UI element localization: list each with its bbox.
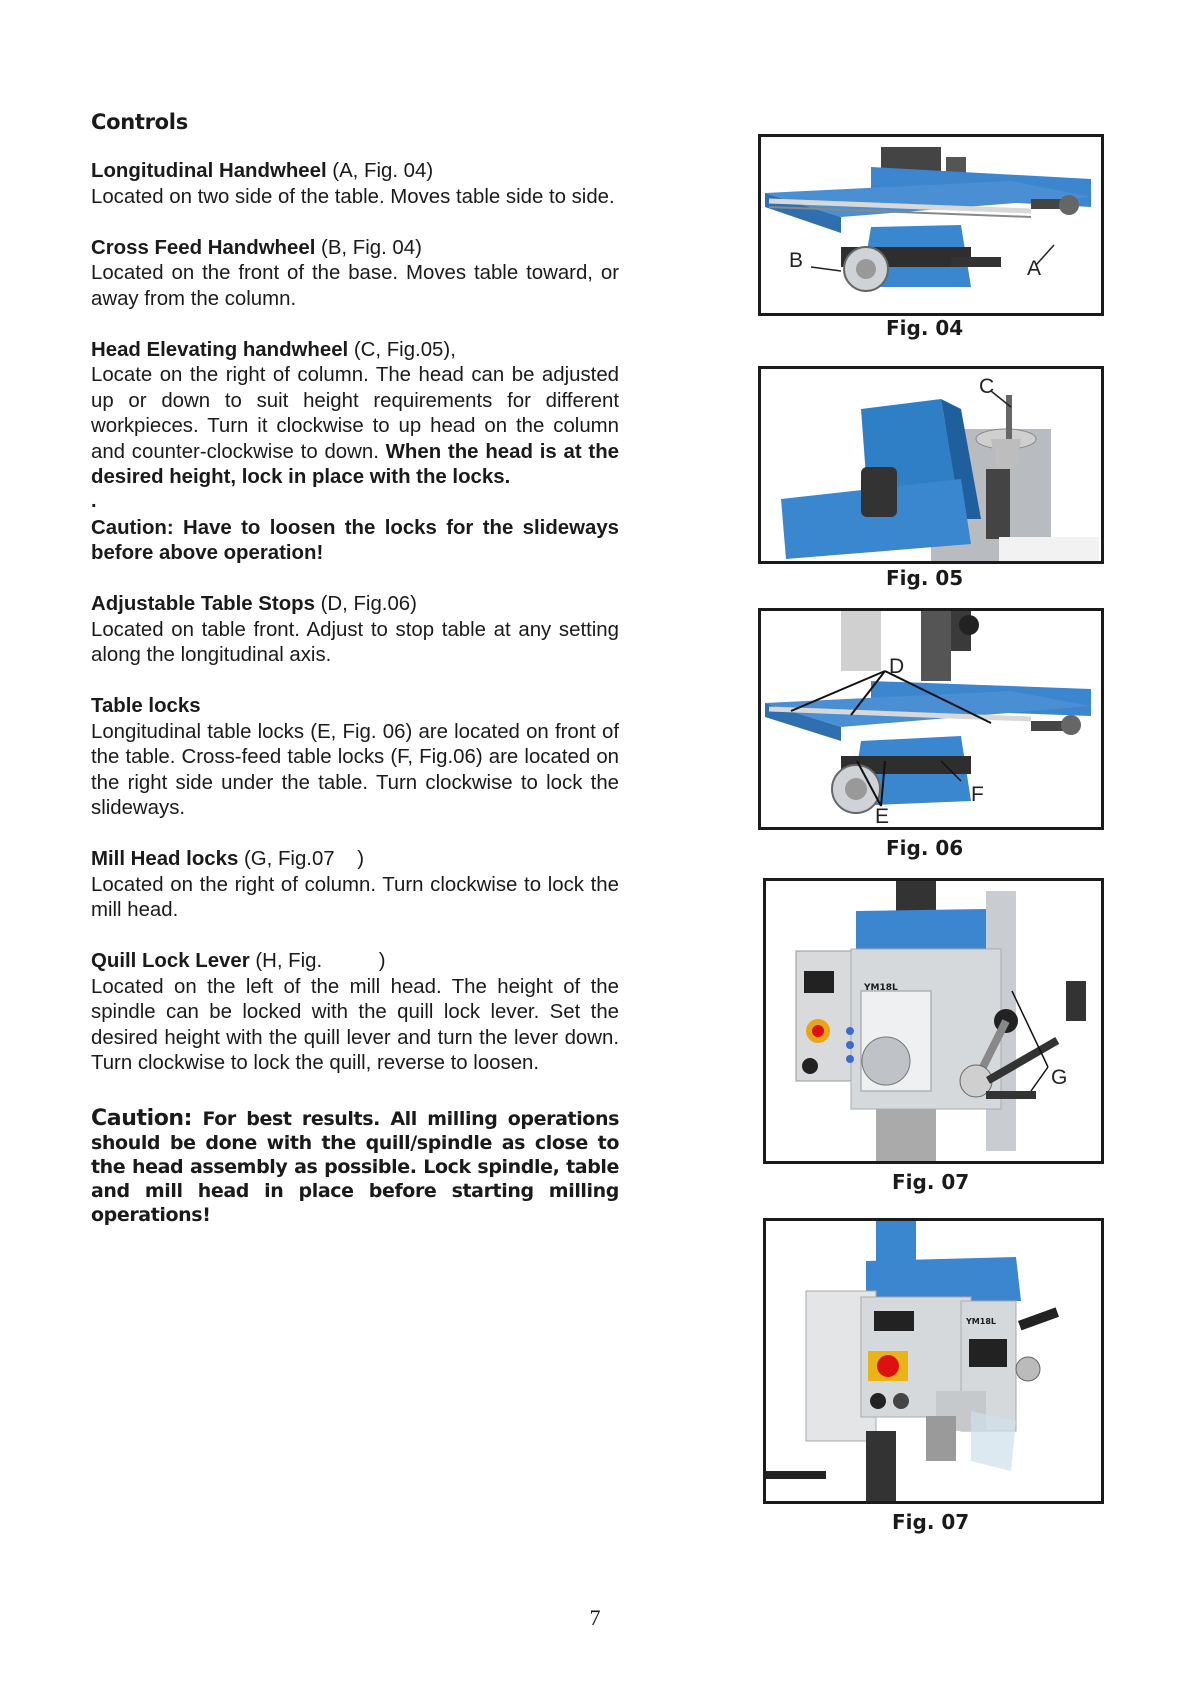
control-title: Adjustable Table Stops <box>91 593 315 615</box>
page-number: 7 <box>589 1605 601 1630</box>
control-desc: Located on table front. Adjust to stop table at any setting along the longitudinal axis. <box>91 618 619 666</box>
control-title: Table locks <box>91 695 201 717</box>
control-title: Longitudinal Handwheel <box>91 160 327 182</box>
control-ref: (A, Fig. 04) <box>326 160 434 182</box>
figure-07b-image <box>763 1218 1104 1504</box>
control-head-elevating-handwheel <box>91 338 619 491</box>
mill-head-locks-illustration <box>766 881 1101 1161</box>
caution-text: For best results. All milling operations should be done with the quill/spindle as close to the head assembly as possible. Lock spindle, table and mill head in place before starting milling operations! <box>91 1107 619 1226</box>
control-title: Mill Head locks <box>91 848 239 870</box>
figure-04-caption: Fig. 04 <box>886 316 964 340</box>
caution-slideways: Caution: Have to loosen the locks for the slideways before above operation! <box>91 516 619 564</box>
control-ref: (B, Fig. 04) <box>315 236 422 259</box>
control-ref: (C, Fig.05), <box>348 338 456 361</box>
control-desc-bold: When the head is at the desired height, lock in place with the locks. <box>91 440 619 488</box>
figure-06-image <box>758 608 1104 830</box>
caution-lead: Caution: <box>91 1105 193 1131</box>
control-desc: Located on the left of the mill head. The height of the spindle can be locked with the quill lock lever. Set the desired height with the quill lever and turn the lever down. Turn clockwise to lock the quill, reverse to loosen. <box>91 975 619 1074</box>
control-ref: (D, Fig.06) <box>314 593 417 615</box>
section-heading: Controls <box>91 110 188 134</box>
figure-06-caption: Fig. 06 <box>886 836 964 860</box>
mill-head-column-illustration <box>761 369 1101 561</box>
stray-dot: . <box>91 489 97 512</box>
caution-best-results <box>91 1107 619 1227</box>
quill-lock-lever-illustration <box>766 1221 1101 1501</box>
control-title: Cross Feed Handwheel <box>91 236 316 259</box>
label-a: A <box>1027 257 1042 280</box>
control-mill-head-locks <box>91 847 619 924</box>
figure-05-image <box>758 366 1104 564</box>
label-g: G <box>1051 1066 1068 1089</box>
control-title: Quill Lock Lever <box>91 950 250 972</box>
control-table-locks <box>91 694 619 822</box>
control-desc: Located on the front of the base. Moves table toward, or away from the column. <box>91 262 619 310</box>
control-desc: Locate on the right of column. The head can be adjusted up or down to suit height requirements for different workpieces. Turn it clockwise to up head on the column and counter-clockwise to down. <box>91 364 619 463</box>
control-ref: (H, Fig. ) <box>249 950 386 972</box>
control-longitudinal-handwheel <box>91 159 619 210</box>
label-f: F <box>971 783 984 806</box>
machine-model-plate: YM18L <box>966 1317 996 1326</box>
text-column <box>91 110 619 1227</box>
label-d: D <box>889 655 905 678</box>
control-desc: Located on the right of column. Turn clockwise to lock the mill head. <box>91 873 619 921</box>
label-c: C <box>979 375 995 398</box>
label-e: E <box>875 805 890 828</box>
control-cross-feed-handwheel <box>91 236 619 313</box>
table-stops-illustration <box>761 611 1101 827</box>
control-desc: Located on two side of the table. Moves table side to side. <box>91 185 615 208</box>
control-desc: Longitudinal table locks (E, Fig. 06) are located on front of the table. Cross-feed table locks (F, Fig.06) are located on the right side under the table. Turn clockwise to lock the slideways. <box>91 720 619 819</box>
control-title: Head Elevating handwheel <box>91 338 349 361</box>
control-ref: (G, Fig.07 ) <box>238 848 365 870</box>
figure-05-caption: Fig. 05 <box>886 566 964 590</box>
machine-model-plate: YM18L <box>864 983 898 993</box>
label-b: B <box>789 249 804 272</box>
control-quill-lock-lever <box>91 949 619 1077</box>
figure-07b-caption: Fig. 07 <box>892 1510 970 1534</box>
figure-04-image <box>758 134 1104 316</box>
figure-07a-caption: Fig. 07 <box>892 1170 970 1194</box>
figure-07a-image <box>763 878 1104 1164</box>
milling-table-illustration <box>761 137 1101 313</box>
control-adjustable-table-stops <box>91 592 619 669</box>
